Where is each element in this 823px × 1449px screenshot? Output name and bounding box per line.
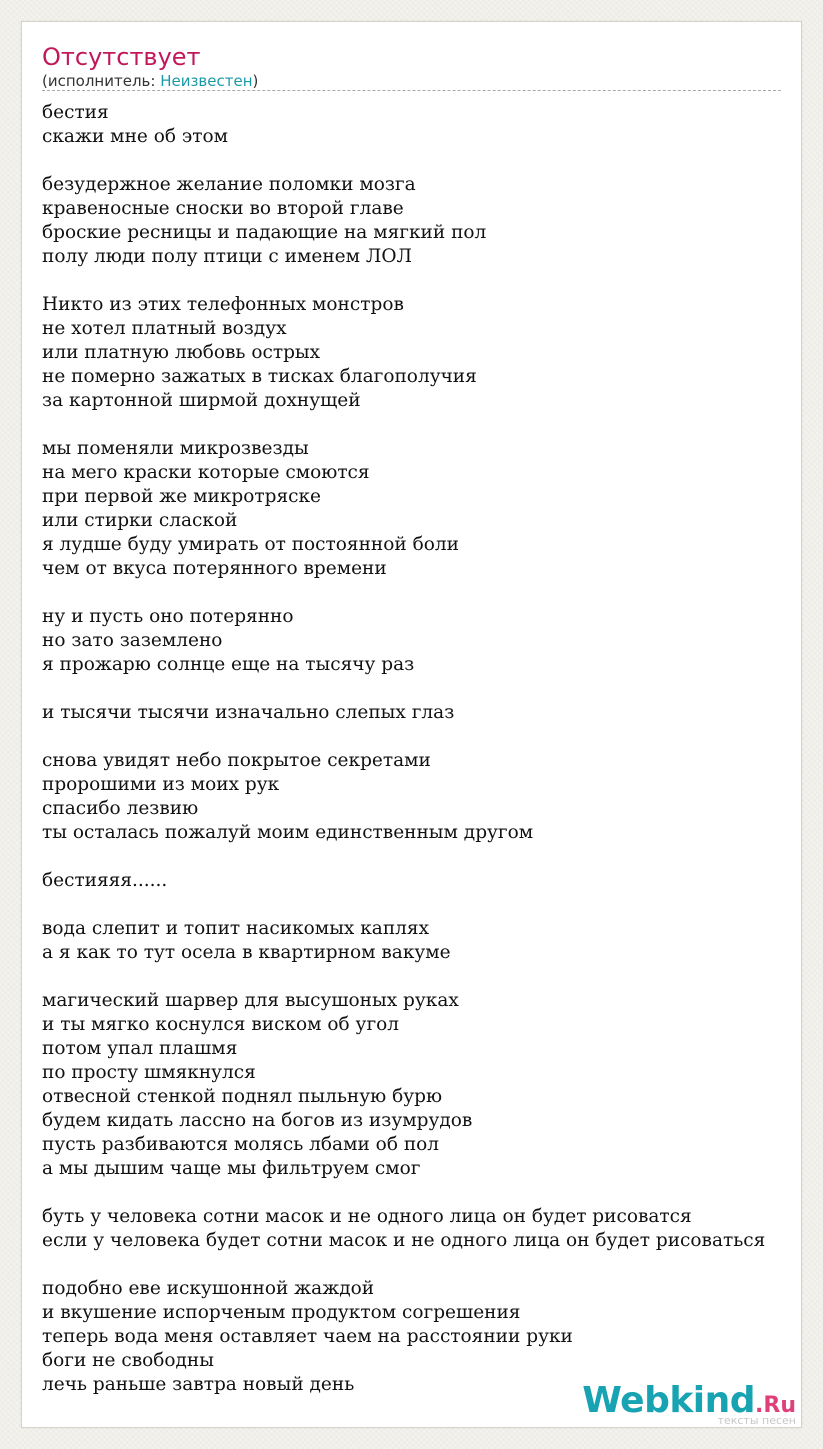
lyric-line: я лудше буду умирать от постоянной боли — [42, 534, 459, 555]
lyric-line: чем от вкуса потерянного времени — [42, 558, 387, 579]
lyric-line: пророшими из моих рук — [42, 774, 280, 795]
webkind-tagline: тексты песен — [717, 1414, 796, 1427]
lyric-line: я прожарю солнце еще на тысячу раз — [42, 654, 415, 675]
performer-link[interactable]: Неизвестен — [160, 72, 253, 90]
lyrics-card — [21, 21, 802, 1428]
lyric-line: будем кидать лассно на богов из изумрудов — [42, 1110, 473, 1131]
lyric-line: бестия — [42, 102, 109, 123]
lyric-line: отвесной стенкой поднял пыльную бурю — [42, 1086, 443, 1107]
lyric-line: и вкушение испорченым продуктом согрешения — [42, 1302, 521, 1323]
lyric-line: и ты мягко коснулся виском об угол — [42, 1014, 400, 1035]
lyric-line: и тысячи тысячи изначально слепых глаз — [42, 702, 455, 723]
lyric-line: а я как то тут осела в квартирном вакуме — [42, 942, 451, 963]
lyric-line: если у человека будет сотни масок и не одного лица он будет рисоваться — [42, 1230, 766, 1251]
lyric-line: потом упал плашмя — [42, 1038, 238, 1059]
lyric-line: по просту шмякнулся — [42, 1062, 256, 1083]
lyric-line: или стирки слаской — [42, 510, 238, 531]
lyric-line: не померно зажатых в тисках благополучия — [42, 366, 477, 387]
lyric-line: боги не свободны — [42, 1350, 214, 1371]
title-divider — [42, 90, 781, 91]
lyric-line: не хотел платный воздух — [42, 318, 287, 339]
lyric-line: теперь вода меня оставляет чаем на расстоянии руки — [42, 1326, 573, 1347]
lyric-line: за картонной ширмой дохнущей — [42, 390, 361, 411]
lyric-line: но зато заземлено — [42, 630, 223, 651]
lyric-line: буть у человека сотни масок и не одного лица он будет рисоватся — [42, 1206, 692, 1227]
webkind-tld: .Ru — [755, 1393, 796, 1418]
lyric-line: безудержное желание поломки мозга — [42, 174, 416, 195]
lyric-line: лечь раньше завтра новый день — [42, 1374, 355, 1395]
lyric-line: вода слепит и топит насикомых каплях — [42, 918, 430, 939]
webkind-brand: Webkind — [582, 1380, 756, 1421]
lyric-line: ты осталась пожалуй моим единственным другом — [42, 822, 534, 843]
lyric-line: бестияяя...... — [42, 870, 168, 891]
lyric-line: снова увидят небо покрытое секретами — [42, 750, 431, 771]
lyric-line: или платную любовь острых — [42, 342, 321, 363]
performer-close: ) — [252, 72, 259, 90]
lyric-line: при первой же микротряске — [42, 486, 321, 507]
song-title: Отсутствует — [42, 43, 201, 71]
lyric-line: Никто из этих телефонных монстров — [42, 294, 404, 315]
lyric-line: кравеносные сноски во второй главе — [42, 198, 404, 219]
lyrics-text — [42, 101, 765, 1397]
webkind-watermark — [582, 1382, 796, 1425]
lyric-line: броские ресницы и падающие на мягкий пол — [42, 222, 487, 243]
performer-label: (исполнитель: — [42, 72, 161, 90]
performer-line — [42, 71, 258, 91]
lyric-line: подобно еве искушонной жаждой — [42, 1278, 375, 1299]
lyric-line: скажи мне об этом — [42, 126, 229, 147]
lyric-line: на мего краски которые смоются — [42, 462, 370, 483]
lyric-line: мы поменяли микрозвезды — [42, 438, 309, 459]
lyric-line: магический шарвер для высушоных руках — [42, 990, 459, 1011]
lyric-line: спасибо лезвию — [42, 798, 199, 819]
lyric-line: а мы дышим чаще мы фильтруем смог — [42, 1158, 421, 1179]
lyric-line: полу люди полу птици с именем ЛОЛ — [42, 246, 412, 267]
lyric-line: пусть разбиваются молясь лбами об пол — [42, 1134, 440, 1155]
lyric-line: ну и пусть оно потерянно — [42, 606, 294, 627]
